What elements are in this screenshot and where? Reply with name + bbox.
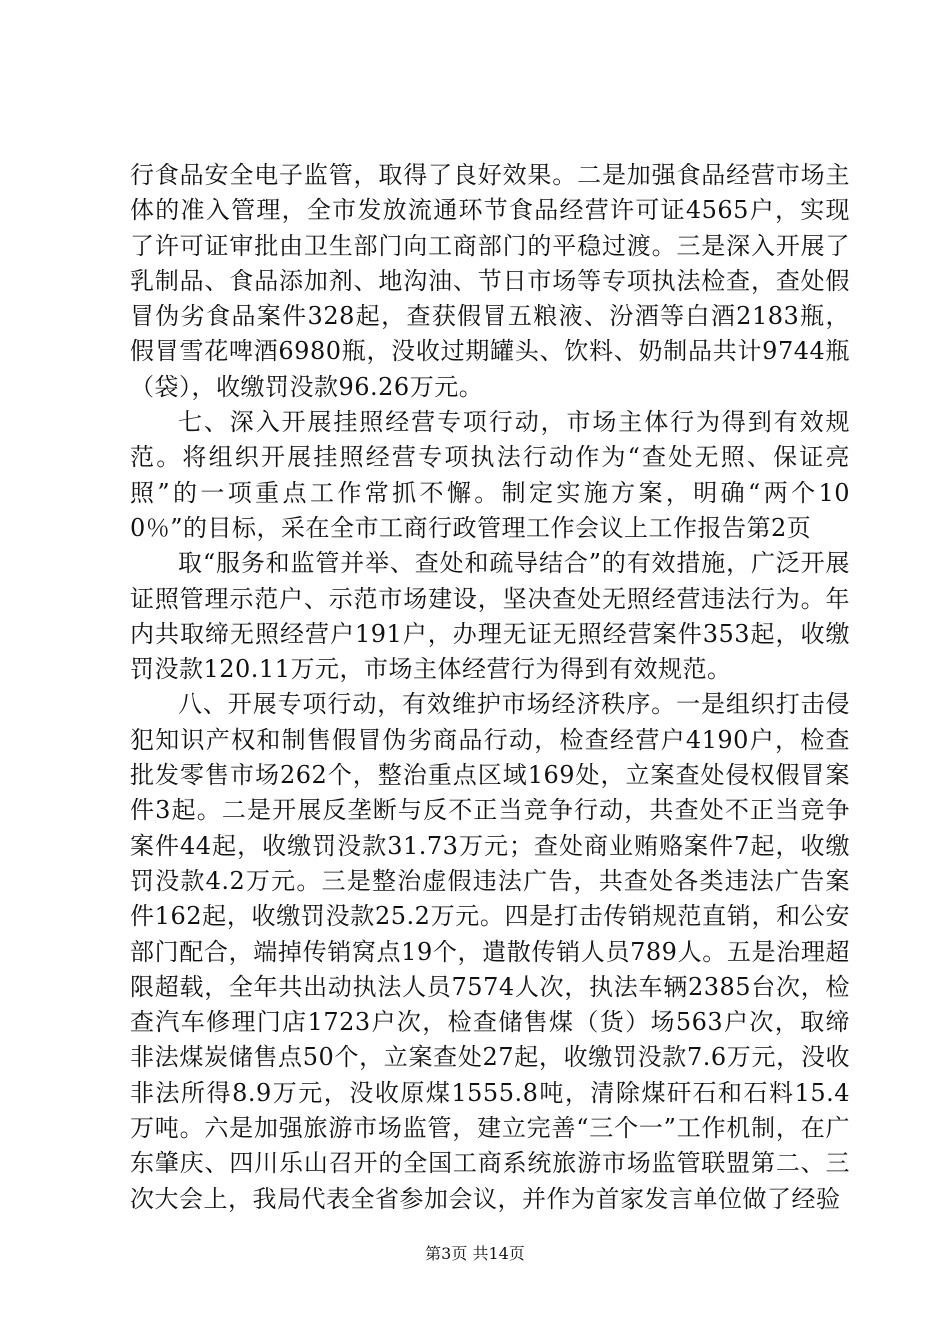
paragraph-section-eight: 八、开展专项行动，有效维护市场经济秩序。一是组织打击侵犯知识产权和制售假冒伪劣商品行动，检查经营户4190户，检查批发零售市场262个，整治重点区域169处，立案查处侵权假冒案件3起。二是开展反垄断与反不正当竞争行动，共查处不正当竞争案件44起，收缴罚没款31.73万元；查处商业贿赂案件7起，收缴罚没款4.2万元。三是整治虚假违法广告，共查处各类违法广告案件162起，收缴罚没款25.2万元。四是打击传销规范直销，和公安部门配合，端掉传销窝点19个，遣散传销人员789人。五是治理超限超载，全年共出动执法人员7574人次，执法车辆2385台次，检查汽车修理门店1723户次，检查储售煤（货）场563户次，取缔非法煤炭储售点50个，立案查处27起，收缴罚没款7.6万元，没收非法所得8.9万元，没收原煤1555.8吨，清除煤矸石和石料15.4万吨。六是加强旅游市场监管，建立完善“三个一”工作机制，在广东肇庆、四川乐山召开的全国工商系统旅游市场监管联盟第二、三次大会上，我局代表全省参加会议，并作为首家发言单位做了经验 [130, 690, 850, 1213]
paragraph-food-safety: 行食品安全电子监管，取得了良好效果。二是加强食品经营市场主体的准入管理，全市发放流通环节食品经营许可证4565户，实现了许可证审批由卫生部门向工商部门的平稳过渡。三是深入开展了乳制品、食品添加剂、地沟油、节日市场等专项执法检查，查处假冒伪劣食品案件328起，查获假冒五粮液、汾酒等白酒2183瓶，假冒雪花啤酒6980瓶，没收过期罐头、饮料、奶制品共计9744瓶（袋），收缴罚没款96.26万元。 [130, 161, 850, 401]
paragraph-license-management: 取“服务和监管并举、查处和疏导结合”的有效措施，广泛开展证照管理示范户、示范市场建设，坚决查处无照经营违法行为。年内共取缔无照经营户191户，办理无证无照经营案件353起，收缴罚没款120.11万元，市场主体经营行为得到有效规范。 [130, 549, 850, 684]
page-number-footer: 第3页 共14页 [425, 1244, 525, 1263]
document-body [130, 158, 850, 1217]
paragraph-section-seven: 七、深入开展挂照经营专项行动，市场主体行为得到有效规范。将组织开展挂照经营专项执法行动作为“查处无照、保证亮照”的一项重点工作常抓不懈。制定实施方案，明确“两个100％”的目标，采在全市工商行政管理工作会议上工作报告第2页 [130, 408, 850, 542]
